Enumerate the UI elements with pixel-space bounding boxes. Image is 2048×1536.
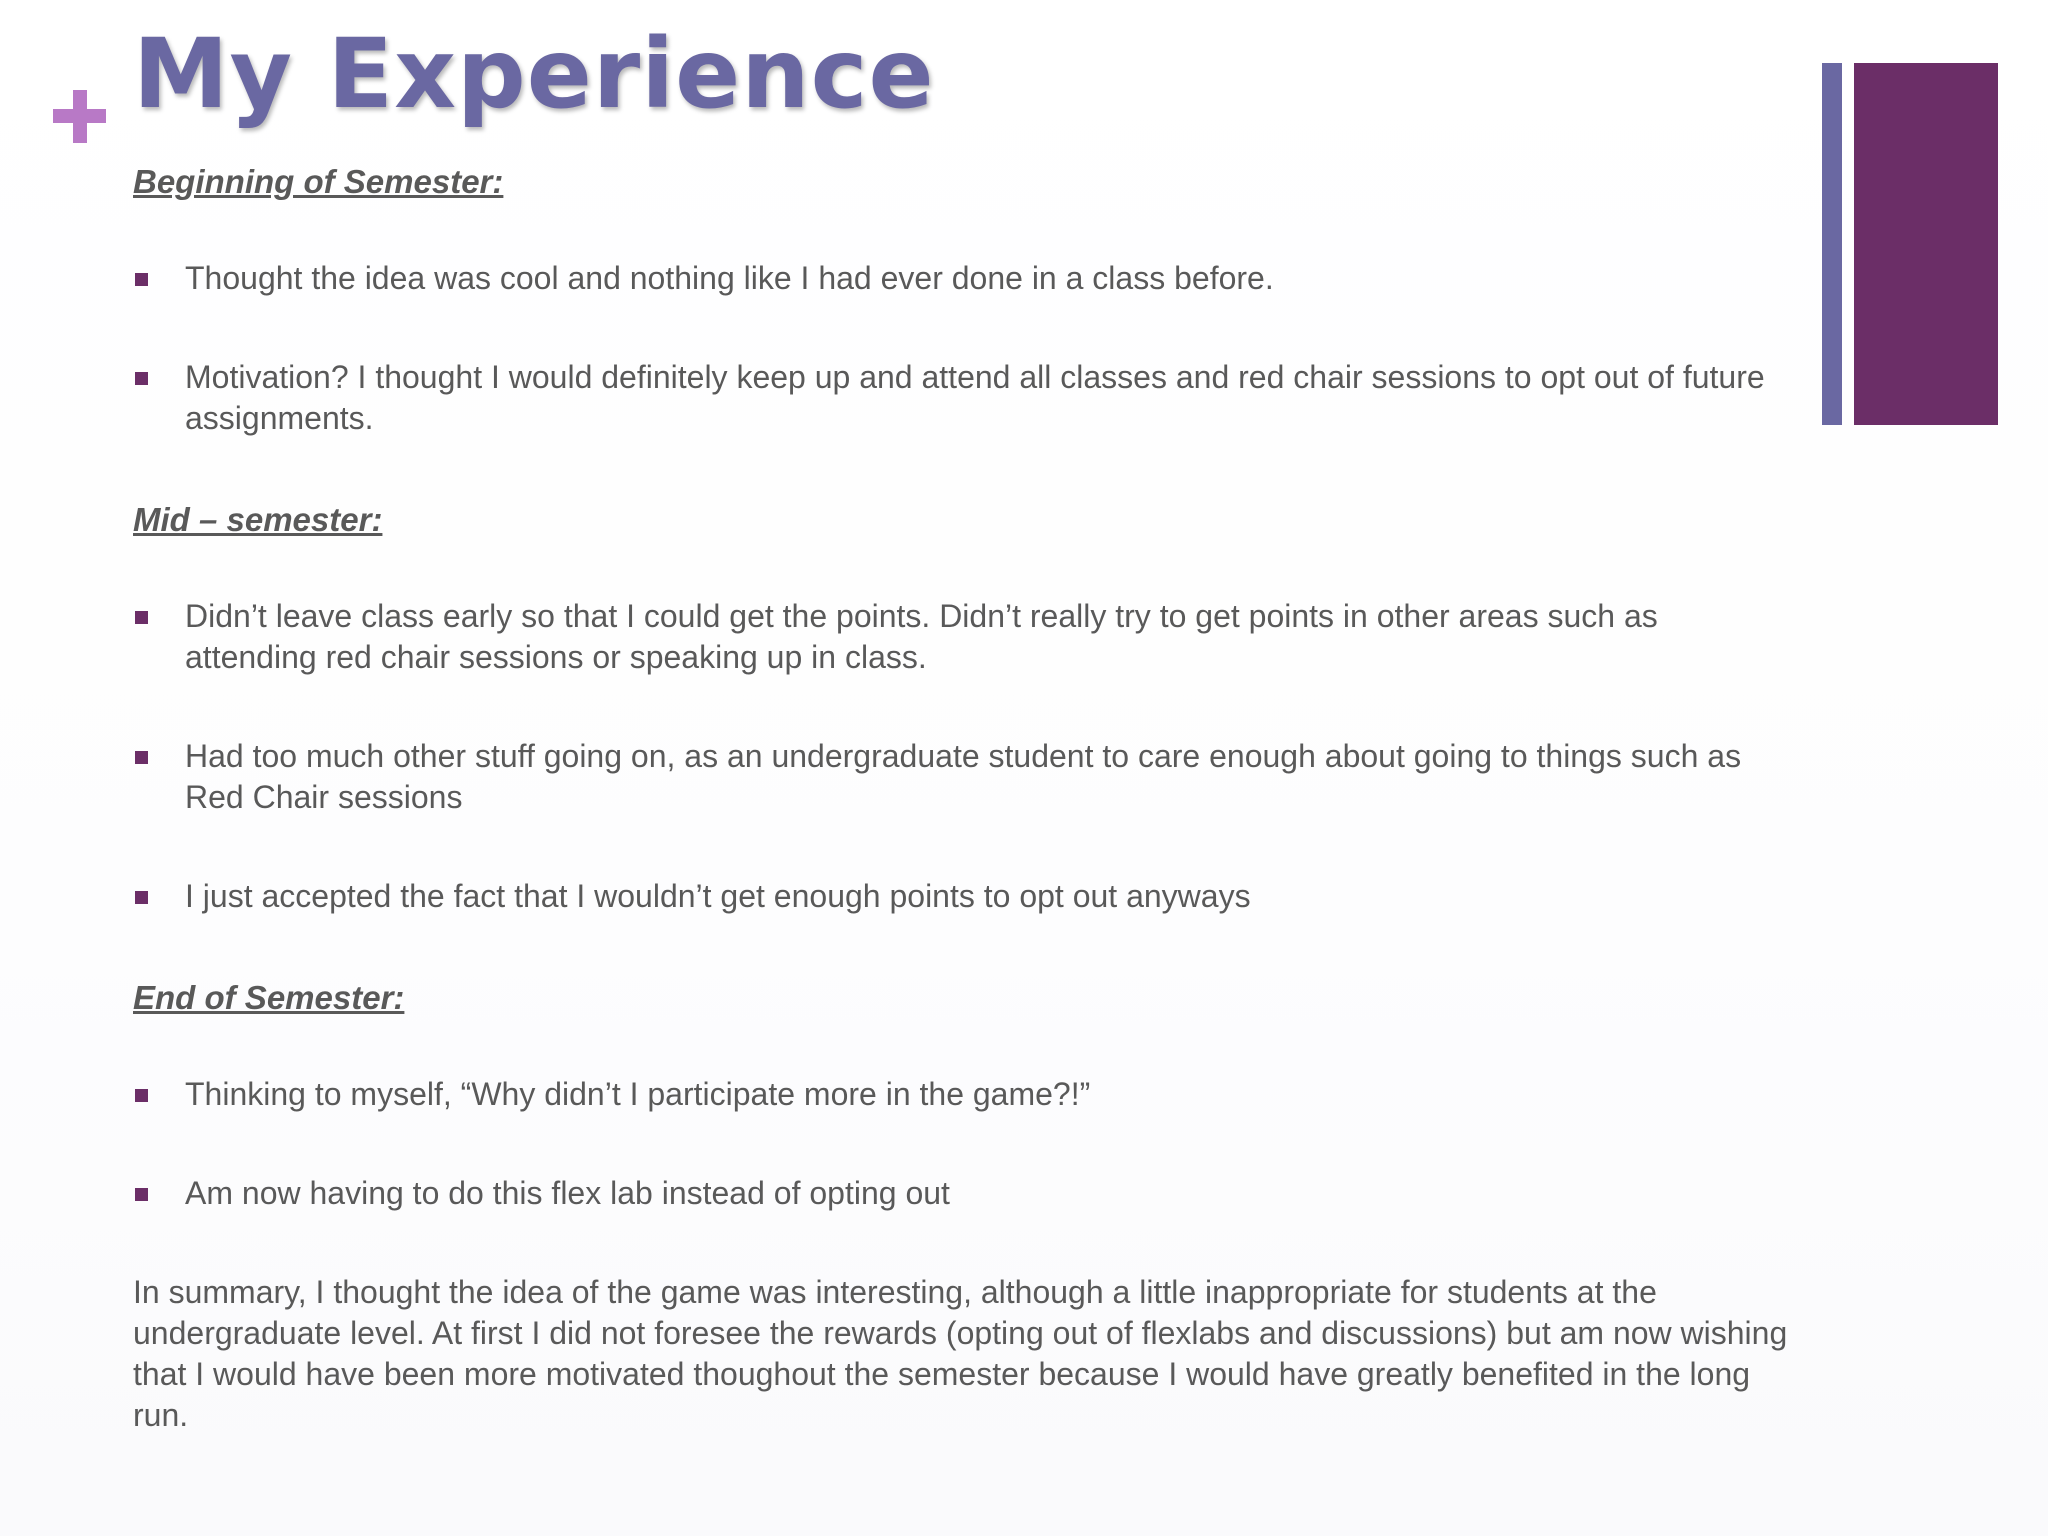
bullet-item xyxy=(133,258,1793,299)
summary-paragraph: In summary, I thought the idea of the game was interesting, although a little inappropriate for students at the undergraduate level. At first I did not foresee the rewards (opting out of flexlabs and discussions) but am now wishing that I would have been more motivated thoughout the semester because I would have greatly benefited in the long run. xyxy=(133,1274,1788,1433)
bullet-list-beginning xyxy=(133,258,1793,439)
square-bullet-icon xyxy=(135,751,148,764)
square-bullet-icon xyxy=(135,611,148,624)
bullet-text: Didn’t leave class early so that I could get the points. Didn’t really try to get points in other areas such as attending red chair sessions or speaking up in class. xyxy=(185,598,1658,675)
bullet-item xyxy=(133,1074,1793,1115)
square-bullet-icon xyxy=(135,372,148,385)
bullet-text: Am now having to do this flex lab instead of opting out xyxy=(185,1175,950,1211)
slide-title: My Experience xyxy=(133,18,935,130)
bullet-text: I just accepted the fact that I wouldn’t get enough points to opt out anyways xyxy=(185,878,1251,914)
bullet-item xyxy=(133,357,1793,439)
bullet-text: Thinking to myself, “Why didn’t I participate more in the game?!” xyxy=(185,1076,1091,1112)
square-bullet-icon xyxy=(135,891,148,904)
section-heading-end: End of Semester: xyxy=(133,979,405,1016)
bullet-item xyxy=(133,1173,1793,1214)
square-bullet-icon xyxy=(135,1089,148,1102)
accent-bar-thick xyxy=(1854,63,1998,425)
section-heading-mid: Mid – semester: xyxy=(133,501,383,538)
slide-body xyxy=(133,158,1793,1436)
bullet-list-mid xyxy=(133,596,1793,917)
bullet-text: Had too much other stuff going on, as an undergraduate student to care enough about going to things such as Red Chair sessions xyxy=(185,738,1742,815)
bullet-item xyxy=(133,876,1793,917)
bullet-item xyxy=(133,736,1793,818)
square-bullet-icon xyxy=(135,1188,148,1201)
plus-icon xyxy=(53,90,106,143)
square-bullet-icon xyxy=(135,273,148,286)
section-heading-beginning: Beginning of Semester: xyxy=(133,163,504,200)
bullet-item xyxy=(133,596,1793,678)
bullet-list-end xyxy=(133,1074,1793,1214)
accent-bar-thin xyxy=(1822,63,1842,425)
bullet-text: Thought the idea was cool and nothing like I had ever done in a class before. xyxy=(185,260,1274,296)
bullet-text: Motivation? I thought I would definitely keep up and attend all classes and red chair sessions to opt out of future assignments. xyxy=(185,359,1765,436)
